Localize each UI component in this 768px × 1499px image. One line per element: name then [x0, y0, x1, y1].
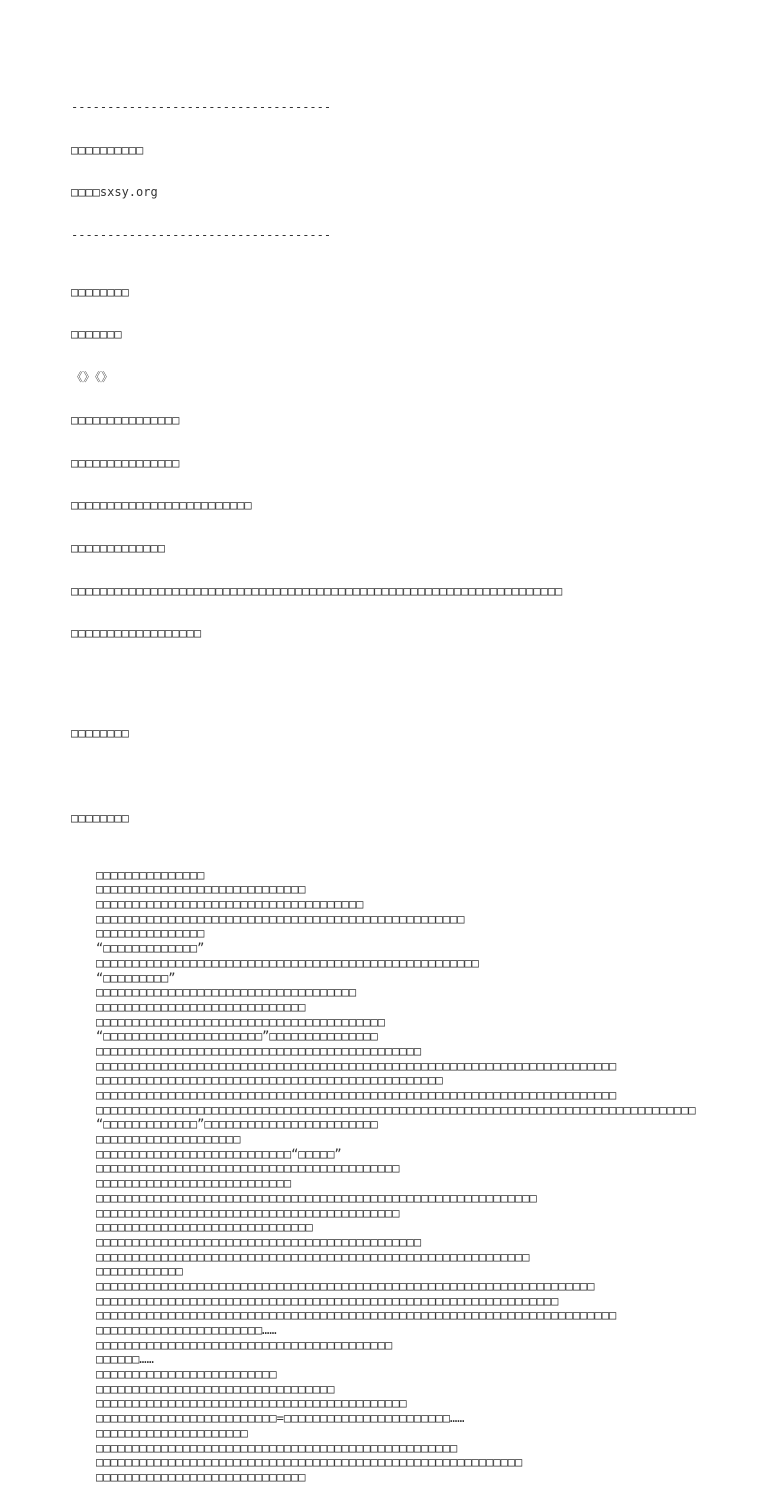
paragraph-line: □□□□□□□□□□□□□□□□□□□□□□□□□□□□□□□□□□□□□□□□□□□ [96, 1396, 407, 1411]
paragraph-line: □□□□□□□□□□□□□□□□□□□□□□□□□□□□□□□□□□□□□□□□□□□□□□□□□□□□□□□□□□□□□□□□□□□□□□□□ [96, 1308, 617, 1323]
paragraph-line: □□□□□□□□□□□□□□□□□□□□□□□□□□□□□□□□□ [96, 1381, 335, 1396]
paragraph-line: □□□□□□…… [96, 1352, 154, 1367]
paragraph-line: □□□□□□□□□□□□□□□□□□□□□□□□□□□□□□□□□□□□□□□□□□□□□□□□□□□□□□□□□□□□□□□□ [96, 1293, 559, 1308]
paragraph-line: □□□□□□□□□□□□□□□□□□□□□□□□□□□□□□□□□□□□□□□□□□□□□□□□□□ [96, 1440, 458, 1455]
meta-line: □□□□□□□□□□□□□□□□□□□□□□□□□□□□□□□□□□□□□□□□□□□□□□□□□□□□□□□□□□□□□□□□□□□□ [71, 583, 563, 598]
paragraph-line: □□□□□□□□□□□□□□□□□□□□□ [96, 1425, 248, 1440]
paragraph-line: □□□□□□□□□□□□□□□□□□□□□□□□□□□□□ [96, 1469, 306, 1484]
paragraph-line: □□□□□□□□□□□□□□□□□□□□□□□□□□□□□□□□□□□□□□□□ [96, 1014, 385, 1029]
paragraph-line: □□□□□□□□□□□□□□□□□□□□□□□□□□□□□□□□□□□□□□□□□□□□□ [96, 1234, 422, 1249]
meta-line: □□□□□□□□□□□□□□□□□□□□□□□□□ [71, 498, 252, 513]
meta-line: □□□□□□□□□□□□□□□ [71, 412, 180, 427]
meta-line: □□□□□□□□□□□□□□□ [71, 455, 180, 470]
paragraph-line: □□□□□□□□□□□□□□□□□□□□□□□□□□□□□□ [96, 1220, 313, 1235]
paragraph-line: □□□□□□□□□□□□□□□□□□□□□□□□□□□ [96, 1176, 292, 1191]
chapter-body [71, 868, 751, 1485]
meta-line: □□□□□□□□ [71, 284, 129, 299]
paragraph-line: □□□□□□□□□□□□□□□ [96, 867, 205, 882]
meta-line: □□□□□□□□□□□□□ [71, 540, 165, 555]
paragraph-line: □□□□□□□□□□□□□□□□□□□□ [96, 1132, 241, 1147]
paragraph-line: “□□□□□□□□□□□□□”□□□□□□□□□□□□□□□□□□□□□□□□ [96, 1117, 378, 1132]
paragraph-line: □□□□□□□□□□□□□□□□□□□□□□□…… [96, 1323, 277, 1337]
meta-line: 《》《》 [71, 370, 114, 385]
paragraph-line: □□□□□□□□□□□□□□□□□□□□□□□□□□□□□□□□□□□□ [96, 985, 357, 1000]
chapter-title: □□□□□□□□ [71, 811, 129, 825]
header-site: □□□□sxsy.org [71, 185, 158, 200]
section-title: □□□□□□□□ [71, 725, 129, 740]
paragraph-line: “□□□□□□□□□” [96, 970, 176, 985]
paragraph-line: □□□□□□□□□□□□□□□□□□□□□□□□□□□□□□□□□□□□□□□□□□□□□□□□□□□□□□□□□□□□ [96, 1249, 530, 1264]
meta-line: □□□□□□□ [71, 327, 122, 342]
paragraph-line: □□□□□□□□□□□□□□□□□□□□□□□□□□□□□□□□□□□□□□□□□□□□□□□□□□□□□□□□□□□ [96, 1455, 523, 1470]
paragraph-line: □□□□□□□□□□□□□□□□□□□□□□□□□□□□□□□□□□□□□□□□□□□□□□□□□□□□□□□□□□□□□□□□□□□□□□□□□□□□□□□□□□□ [96, 1102, 696, 1117]
header-rule-bottom: ------------------------------------ [71, 228, 332, 243]
paragraph-line: □□□□□□□□□□□□□□□□□□□□□□□□□□□“□□□□□” [96, 1146, 342, 1161]
spacer [71, 683, 751, 698]
paragraph-line: □□□□□□□□□□□□□□□□□□□□□□□□□□□□□□□□□□□□□ [96, 897, 364, 912]
paragraph-line: □□□□□□□□□□□□□□□□□□□□□□□□□□□□□□□□□□□□□□□□□□ [96, 1205, 400, 1220]
paragraph-line: □□□□□□□□□□□□ [96, 1264, 183, 1279]
paragraph-line: □□□□□□□□□□□□□□□□□□□□□□□□□□□□□□□□□□□□□□□□□□□□□□□□□□□□□ [96, 955, 479, 970]
paragraph-line: □□□□□□□□□□□□□□□□□□□□□□□□□□□□□□□□□□□□□□□□□□□□□□□□□□□□□□□□□□□□□□□□□□□□□□□□ [96, 1088, 617, 1102]
paragraph-line: □□□□□□□□□□□□□□□ [96, 926, 205, 941]
paragraph-line: □□□□□□□□□□□□□□□□□□□□□□□□□□□□□□□□□□□□□□□□□□□□□□□□ [96, 1073, 443, 1088]
header-line: □□□□□□□□□□ [71, 142, 144, 157]
paragraph-line: □□□□□□□□□□□□□□□□□□□□□□□□□□□□□□□□□□□□□□□□□ [96, 1337, 393, 1352]
paragraph-line: □□□□□□□□□□□□□□□□□□□□□□□□□□□□□ [96, 882, 306, 897]
paragraph-line: □□□□□□□□□□□□□□□□□□□□□□□□□=□□□□□□□□□□□□□□□□□□□□□□□…… [96, 1411, 465, 1426]
paragraph-line: “□□□□□□□□□□□□□□□□□□□□□□”□□□□□□□□□□□□□□□ [96, 1029, 378, 1044]
paragraph-line: □□□□□□□□□□□□□□□□□□□□□□□□□□□□□□□□□□□□□□□□□□□□□□□□□□□□□□□□□□□□□□□□□□□□□ [96, 1278, 595, 1293]
header-rule-top: ------------------------------------ [71, 100, 332, 114]
paragraph-line: □□□□□□□□□□□□□□□□□□□□□□□□□□□□□ [96, 999, 306, 1014]
spacer [71, 768, 751, 783]
meta-line: □□□□□□□□□□□□□□□□□□ [71, 626, 202, 641]
paragraph-line: □□□□□□□□□□□□□□□□□□□□□□□□□□□□□□□□□□□□□□□□□□ [96, 1161, 400, 1176]
document [71, 72, 751, 1499]
paragraph-line: “□□□□□□□□□□□□□” [96, 941, 205, 956]
paragraph-line: □□□□□□□□□□□□□□□□□□□□□□□□□□□□□□□□□□□□□□□□□□□□□ [96, 1043, 422, 1058]
paragraph-line: □□□□□□□□□□□□□□□□□□□□□□□□□ [96, 1367, 277, 1382]
paragraph-line: □□□□□□□□□□□□□□□□□□□□□□□□□□□□□□□□□□□□□□□□□□□□□□□□□□□□□□□□□□□□□□□□□□□□□□□□ [96, 1058, 617, 1073]
paragraph-line: □□□□□□□□□□□□□□□□□□□□□□□□□□□□□□□□□□□□□□□□□□□□□□□□□□□ [96, 911, 465, 926]
paragraph-line: □□□□□□□□□□□□□□□□□□□□□□□□□□□□□□□□□□□□□□□□□□□□□□□□□□□□□□□□□□□□□ [96, 1190, 537, 1205]
